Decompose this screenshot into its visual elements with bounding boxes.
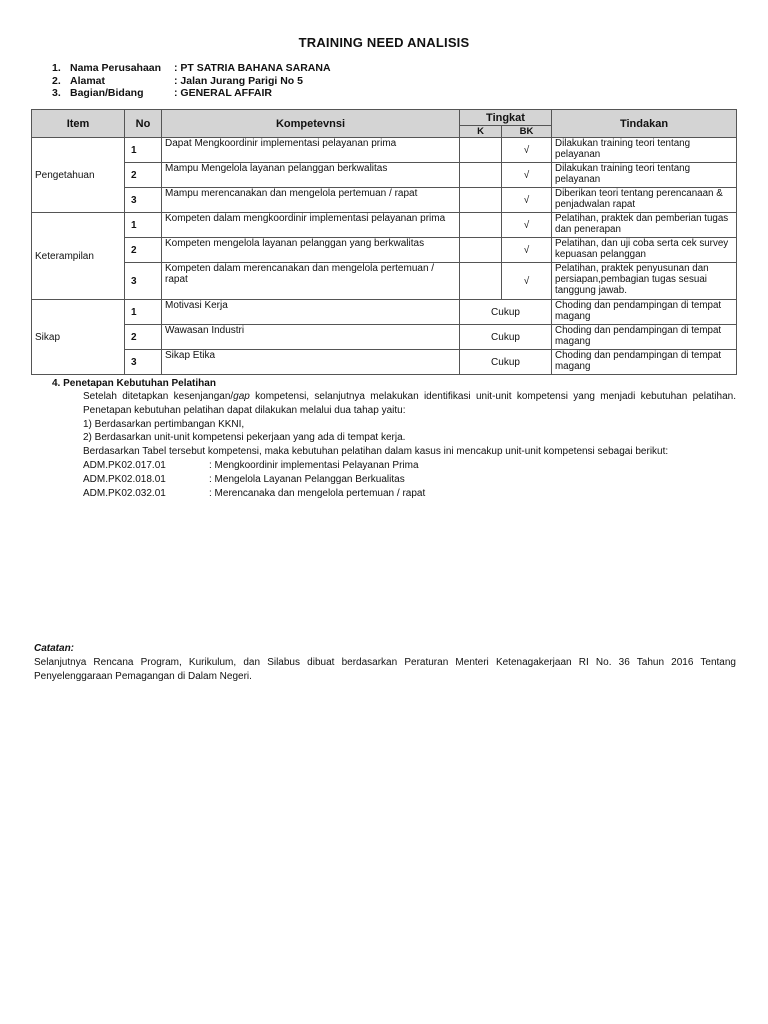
- no-cell: 2: [125, 163, 162, 188]
- catatan-note: [34, 642, 736, 684]
- header-kompetensi: Kompetevnsi: [162, 110, 460, 138]
- list-item: 1) Berdasarkan pertimbangan KKNI,: [83, 418, 245, 430]
- info-label: Alamat: [70, 74, 106, 87]
- item-cell-pengetahuan: Pengetahuan: [32, 138, 125, 213]
- kompetensi-cell: Kompeten mengelola layanan pelanggan yang berkwalitas: [162, 238, 460, 263]
- kompetensi-cell: Dapat Mengkoordinir implementasi pelayanan prima: [162, 138, 460, 163]
- header-tindakan: Tindakan: [552, 110, 737, 138]
- info-value: : PT SATRIA BAHANA SARANA: [174, 62, 331, 74]
- training-need-table: [31, 109, 737, 375]
- table-row: [32, 188, 737, 213]
- tindakan-cell: Choding dan pendampingan di tempat magang: [552, 325, 737, 350]
- company-info: [52, 62, 331, 100]
- info-number: 2.: [52, 74, 61, 87]
- tindakan-cell: Choding dan pendampingan di tempat magang: [552, 350, 737, 375]
- kompetensi-cell: Kompeten dalam mengkoordinir implementasi pelayanan prima: [162, 213, 460, 238]
- table-header-row: [32, 110, 737, 126]
- paragraph-text: Setelah ditetapkan kesenjangan/: [83, 391, 234, 402]
- section-body: [83, 390, 736, 500]
- no-cell: 3: [125, 350, 162, 375]
- unit-code: ADM.PK02.018.01: [83, 473, 166, 485]
- no-cell: 1: [125, 213, 162, 238]
- k-cell: [460, 238, 502, 263]
- info-value: : GENERAL AFFAIR: [174, 87, 273, 99]
- tingkat-cell: Cukup: [460, 300, 552, 325]
- catatan-heading: Catatan:: [34, 643, 75, 654]
- header-no: No: [125, 110, 162, 138]
- table-row: [32, 325, 737, 350]
- info-row-department: [52, 87, 331, 100]
- k-cell: [460, 213, 502, 238]
- unit-row: [83, 473, 736, 487]
- info-label: Bagian/Bidang: [70, 87, 144, 99]
- gap-term: gap: [233, 391, 250, 402]
- info-value: : Jalan Jurang Parigi No 5: [174, 74, 303, 87]
- table-row: [32, 300, 737, 325]
- bk-check-cell: √: [502, 238, 552, 263]
- k-cell: [460, 138, 502, 163]
- no-cell: 1: [125, 300, 162, 325]
- info-number: 1.: [52, 62, 61, 74]
- document-title: TRAINING NEED ANALISIS: [298, 35, 470, 50]
- unit-code: ADM.PK02.032.01: [83, 487, 166, 499]
- paragraph-intro: [83, 390, 736, 418]
- k-cell: [460, 163, 502, 188]
- header-k: K: [460, 126, 502, 138]
- list-item: 2) Berdasarkan unit-unit kompetensi pekerjaan yang ada di tempat kerja.: [83, 432, 406, 444]
- unit-row: [83, 459, 736, 473]
- header-tingkat: Tingkat: [460, 110, 552, 126]
- no-cell: 1: [125, 138, 162, 163]
- unit-row: [83, 487, 736, 501]
- no-cell: 3: [125, 263, 162, 300]
- bk-check-cell: √: [502, 213, 552, 238]
- table-row: [32, 350, 737, 375]
- k-cell: [460, 263, 502, 300]
- tingkat-cell: Cukup: [460, 325, 552, 350]
- table-row: [32, 263, 737, 300]
- unit-desc: : Mengelola Layanan Pelanggan Berkualitas: [209, 473, 405, 485]
- bk-check-cell: √: [502, 138, 552, 163]
- table-row: [32, 238, 737, 263]
- section-heading: 4. Penetapan Kebutuhan Pelatihan: [52, 378, 216, 389]
- info-row-company: [52, 62, 331, 75]
- no-cell: 2: [125, 325, 162, 350]
- kompetensi-cell: Motivasi Kerja: [162, 300, 460, 325]
- no-cell: 2: [125, 238, 162, 263]
- item-cell-keterampilan: Keterampilan: [32, 213, 125, 300]
- item-cell-sikap: Sikap: [32, 300, 125, 375]
- kompetensi-cell: Wawasan Industri: [162, 325, 460, 350]
- bk-check-cell: √: [502, 163, 552, 188]
- info-number: 3.: [52, 87, 61, 99]
- catatan-text: Selanjutnya Rencana Program, Kurikulum, dan Silabus dibuat berdasarkan Peraturan Menteri Ketenagakerjaan RI No. 36 Tahun 2016 Tentang Penyelenggaraan Pemagangan di Dalam Negeri.: [34, 657, 736, 682]
- info-label: Nama Perusahaan: [70, 62, 162, 74]
- tindakan-cell: Dilakukan training teori tentang pelayanan: [552, 138, 737, 163]
- tindakan-cell: Choding dan pendampingan di tempat magang: [552, 300, 737, 325]
- table-row: [32, 138, 737, 163]
- paragraph-units: Berdasarkan Tabel tersebut kompetensi, maka kebutuhan pelatihan dalam kasus ini mencakup unit-unit kompetensi sebagai berikut:: [83, 446, 669, 458]
- kompetensi-cell: Sikap Etika: [162, 350, 460, 375]
- table-row: [32, 163, 737, 188]
- tindakan-cell: Dilakukan training teori tentang pelayanan: [552, 163, 737, 188]
- header-bk: BK: [502, 126, 552, 138]
- tindakan-cell: Pelatihan, dan uji coba serta cek survey kepuasan pelanggan: [552, 238, 737, 263]
- tindakan-cell: Pelatihan, praktek dan pemberian tugas dan penerapan: [552, 213, 737, 238]
- header-item: Item: [32, 110, 125, 138]
- k-cell: [460, 188, 502, 213]
- tingkat-cell: Cukup: [460, 350, 552, 375]
- no-cell: 3: [125, 188, 162, 213]
- tindakan-cell: Pelatihan, praktek penyusunan dan persiapan,pembagian tugas sesuai tanggung jawab.: [552, 263, 737, 300]
- tindakan-cell: Diberikan teori tentang perencanaan & penjadwalan rapat: [552, 188, 737, 213]
- kompetensi-cell: Kompeten dalam merencanakan dan mengelola pertemuan / rapat: [162, 263, 460, 300]
- unit-desc: : Mengkoordinir implementasi Pelayanan Prima: [209, 459, 419, 471]
- info-row-address: [52, 75, 331, 88]
- unit-code: ADM.PK02.017.01: [83, 459, 166, 471]
- bk-check-cell: √: [502, 263, 552, 300]
- section-kebutuhan-pelatihan: [52, 377, 736, 500]
- unit-desc: : Merencanaka dan mengelola pertemuan / rapat: [209, 487, 426, 499]
- paragraph-text: kompetensi, selanjutnya melakukan identifikasi unit-unit kompetensi yang menjadi kebutuhan pelatihan. Penetapan kebutuhan pelatihan dapat dilakukan melalui dua tahap yaitu:: [83, 391, 736, 416]
- kompetensi-cell: Mampu merencanakan dan mengelola pertemuan / rapat: [162, 188, 460, 213]
- kompetensi-cell: Mampu Mengelola layanan pelanggan berkwalitas: [162, 163, 460, 188]
- bk-check-cell: √: [502, 188, 552, 213]
- table-row: [32, 213, 737, 238]
